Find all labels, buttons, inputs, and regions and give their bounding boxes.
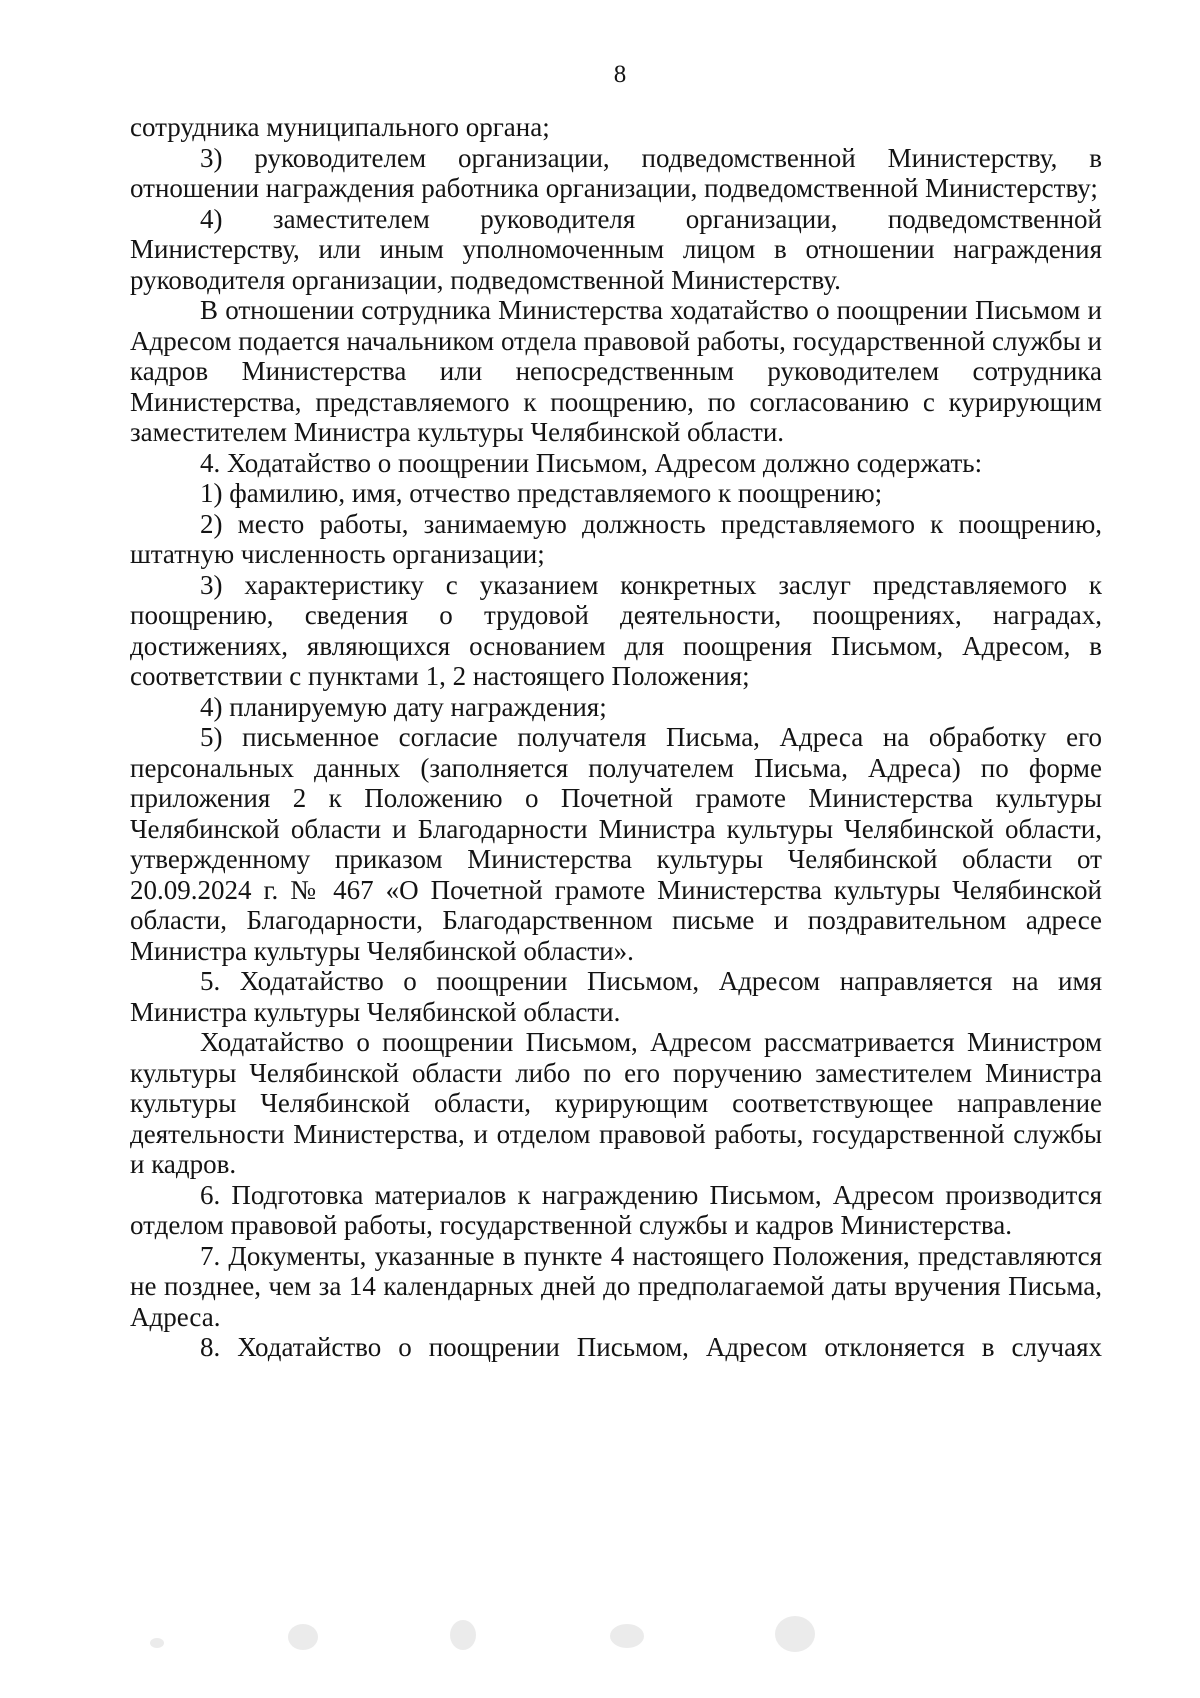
paragraph-item-4: 4) заместителем руководителя организации, подведомственной Министерству, или иным уполномоченным лицом в отношении награждения руководителя организации, подведомственной Министерству.	[130, 203, 1102, 295]
paragraph-ministry-employee: В отношении сотрудника Министерства ходатайство о поощрении Письмом и Адресом подается начальником отдела правовой работы, государственной службы и кадров Министерства или непосредственным руководителем сотрудника Министерства, представляемого к поощрению, по согласованию с курирующим заместителем Министра культуры Челябинской области.	[130, 295, 1102, 447]
paragraph-clause-4-item-4: 4) планируемую дату награждения;	[200, 691, 607, 722]
paragraph-clause-4-item-5: 5) письменное согласие получателя Письма, Адреса на обработку его персональных данных (заполняется получателем Письма, Адреса) по форме приложения 2 к Положению о Почетной грамоте Министерства культуры Челябинской области и Благодарности Министра культуры Челябинской области, утвержденному приказом Министерства культуры Челябинской области от 20.09.2024 г. № 467 «О Почетной грамоте Министерства культуры Челябинской области, Благодарности, Благодарственном письме и поздравительном адресе Министра культуры Челябинской области».	[130, 722, 1102, 966]
paragraph-continuation: сотрудника муниципального органа;	[130, 112, 550, 142]
paragraph-clause-8: 8. Ходатайство о поощрении Письмом, Адресом отклоняется в случаях	[200, 1332, 1102, 1362]
paragraph-clause-6: 6. Подготовка материалов к награждению Письмом, Адресом производится отделом правовой работы, государственной службы и кадров Министерства.	[130, 1179, 1102, 1240]
paragraph-clause-5-review: Ходатайство о поощрении Письмом, Адресом рассматривается Министром культуры Челябинской области либо по его поручению заместителем Министра культуры Челябинской области, курирующим соответствующее направление деятельности Министерства, и отделом правовой работы, государственной службы и кадров.	[130, 1027, 1102, 1179]
scan-artifacts	[0, 1610, 1200, 1690]
document-body	[130, 112, 1102, 1363]
paragraph-clause-7: 7. Документы, указанные в пункте 4 настоящего Положения, представляются не позднее, чем за 14 календарных дней до предполагаемой даты вручения Письма, Адреса.	[130, 1240, 1102, 1332]
paragraph-clause-5: 5. Ходатайство о поощрении Письмом, Адресом направляется на имя Министра культуры Челябинской области.	[130, 966, 1102, 1027]
paragraph-item-3: 3) руководителем организации, подведомственной Министерству, в отношении награждения работника организации, подведомственной Министерству;	[130, 142, 1102, 203]
paragraph-clause-4: 4. Ходатайство о поощрении Письмом, Адресом должно содержать:	[200, 447, 983, 478]
paragraph-clause-4-item-1: 1) фамилию, имя, отчество представляемого к поощрению;	[200, 478, 883, 508]
paragraph-clause-4-item-2: 2) место работы, занимаемую должность представляемого к поощрению, штатную численность организации;	[130, 508, 1102, 569]
page-number: 8	[613, 61, 627, 88]
paragraph-clause-4-item-3: 3) характеристику с указанием конкретных заслуг представляемого к поощрению, сведения о трудовой деятельности, поощрениях, наградах, достижениях, являющихся основанием для поощрения Письмом, Адресом, в соответствии с пунктами 1, 2 настоящего Положения;	[130, 569, 1102, 691]
